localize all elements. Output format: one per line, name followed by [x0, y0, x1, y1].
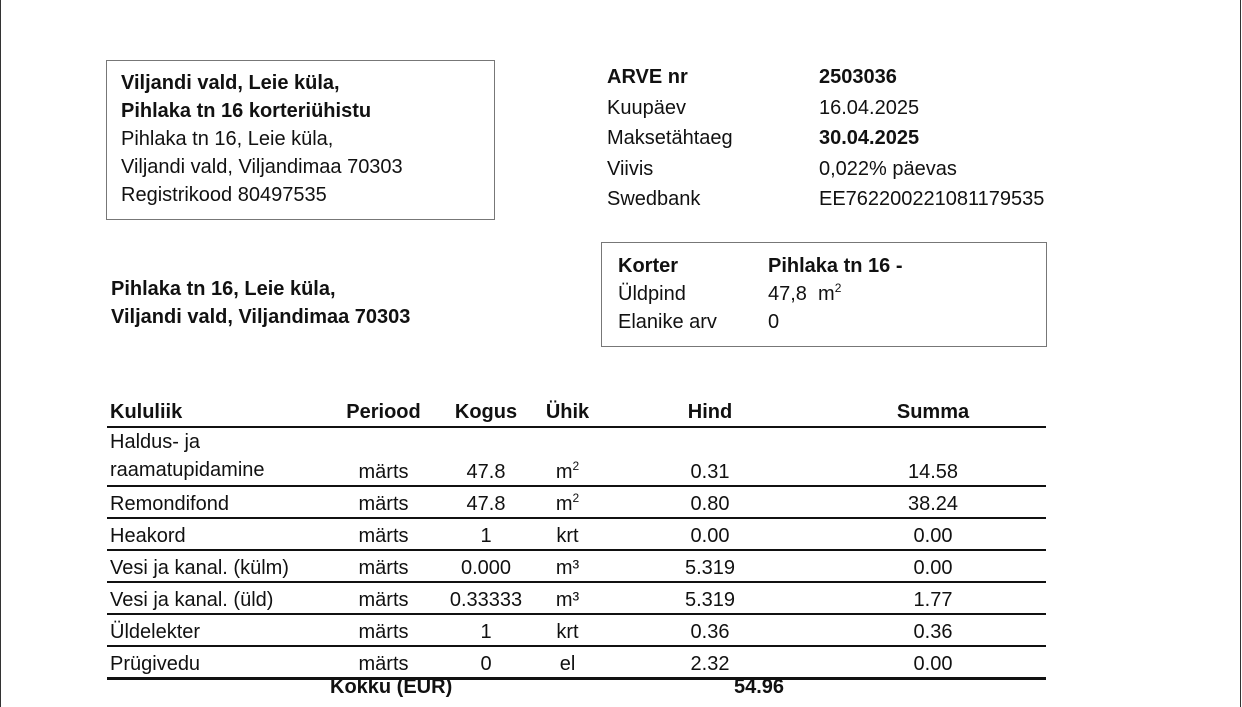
table-header-row: [107, 394, 1046, 427]
page-left-edge: [0, 0, 1, 707]
cell-sum: 38.24: [820, 486, 1046, 518]
apartment-value: Pihlaka tn 16 -: [768, 255, 903, 277]
invoice-meta: [607, 62, 1044, 215]
cell-unit: $m^2$: [535, 486, 600, 518]
table-row: [107, 550, 1046, 582]
cell-unit: m³: [535, 582, 600, 614]
cell-qty: 47.8: [437, 427, 535, 486]
cell-period: märts: [330, 646, 437, 679]
col-header-sum: Summa: [820, 394, 1046, 427]
cell-price: 2.32: [600, 646, 820, 679]
page-right-edge: [1240, 0, 1241, 707]
col-header-unit: Ühik: [535, 394, 600, 427]
cell-price: 0.36: [600, 614, 820, 646]
cell-sum: 0.00: [820, 646, 1046, 679]
cell-unit: krt: [535, 518, 600, 550]
sender-name-line1: Viljandi vald, Leie küla,: [121, 72, 340, 94]
cell-period: märts: [330, 518, 437, 550]
table-row: [107, 486, 1046, 518]
sender-box: [106, 60, 495, 220]
total-amount: 54.96: [734, 676, 785, 698]
total-label: Kokku (EUR): [330, 676, 453, 698]
cell-qty: 0.33333: [437, 582, 535, 614]
cell-unit: m³: [535, 550, 600, 582]
cell-item: Remondifond: [107, 486, 330, 518]
cell-unit: $m^2$: [535, 427, 600, 486]
apartment-box: [601, 242, 1047, 347]
col-header-price: Hind: [600, 394, 820, 427]
cell-item: Haldus- ja raamatupidamine: [107, 427, 330, 486]
cell-item: Vesi ja kanal. (külm): [107, 550, 330, 582]
due-date: 30.04.2025: [819, 127, 920, 149]
cell-item: Prügivedu: [107, 646, 330, 679]
invoice-number: 2503036: [819, 66, 897, 88]
due-date-label: Maksetähtaeg: [607, 127, 733, 149]
cell-unit: el: [535, 646, 600, 679]
cell-sum: 0.36: [820, 614, 1046, 646]
residents-label: Elanike arv: [618, 311, 717, 333]
cell-item: Vesi ja kanal. (üld): [107, 582, 330, 614]
bank-iban: EE762200221081179535: [819, 188, 1045, 210]
cell-qty: 47.8: [437, 486, 535, 518]
apartment-label: Korter: [618, 255, 679, 277]
residents-value: 0: [768, 311, 780, 333]
cell-qty: 1: [437, 614, 535, 646]
cell-sum: 1.77: [820, 582, 1046, 614]
cell-qty: 0: [437, 646, 535, 679]
cell-qty: 1: [437, 518, 535, 550]
table-row: [107, 427, 1046, 486]
cell-period: märts: [330, 550, 437, 582]
recipient-address: [111, 275, 410, 331]
recipient-line2: Viljandi vald, Viljandimaa 70303: [111, 306, 411, 328]
cell-sum: 0.00: [820, 550, 1046, 582]
table-row: [107, 614, 1046, 646]
table-row: [107, 518, 1046, 550]
cell-price: 5.319: [600, 550, 820, 582]
cell-price: 5.319: [600, 582, 820, 614]
cell-price: 0.31: [600, 427, 820, 486]
invoice-number-label: ARVE nr: [607, 66, 688, 88]
cell-price: 0.00: [600, 518, 820, 550]
sender-name-line2: Pihlaka tn 16 korteriühistu: [121, 100, 372, 122]
cell-period: märts: [330, 427, 437, 486]
col-header-qty: Kogus: [437, 394, 535, 427]
charges-table: [107, 394, 1046, 680]
table-row: [107, 582, 1046, 614]
cell-sum: 14.58: [820, 427, 1046, 486]
cell-period: märts: [330, 486, 437, 518]
cell-sum: 0.00: [820, 518, 1046, 550]
sender-reg-code: Registrikood 80497535: [121, 184, 327, 206]
penalty-rate: 0,022% päevas: [819, 157, 957, 180]
col-header-period: Periood: [330, 394, 437, 427]
bank-label: Swedbank: [607, 188, 701, 210]
area-label: Üldpind: [618, 283, 686, 305]
table-row: [107, 646, 1046, 679]
invoice-date-label: Kuupäev: [607, 96, 686, 119]
recipient-line1: Pihlaka tn 16, Leie küla,: [111, 278, 336, 300]
penalty-label: Viivis: [607, 157, 654, 180]
cell-unit: krt: [535, 614, 600, 646]
invoice-date: 16.04.2025: [819, 96, 920, 119]
cell-period: märts: [330, 614, 437, 646]
cell-item: Heakord: [107, 518, 330, 550]
cell-period: märts: [330, 582, 437, 614]
sender-address-line2: Viljandi vald, Viljandimaa 70303: [121, 156, 403, 178]
cell-item: Üldelekter: [107, 614, 330, 646]
area-value: 47,8 $m^2$: [768, 281, 842, 305]
cell-qty: 0.000: [437, 550, 535, 582]
sender-address-line1: Pihlaka tn 16, Leie küla,: [121, 128, 334, 150]
cell-price: 0.80: [600, 486, 820, 518]
col-header-item: Kululiik: [107, 394, 330, 427]
